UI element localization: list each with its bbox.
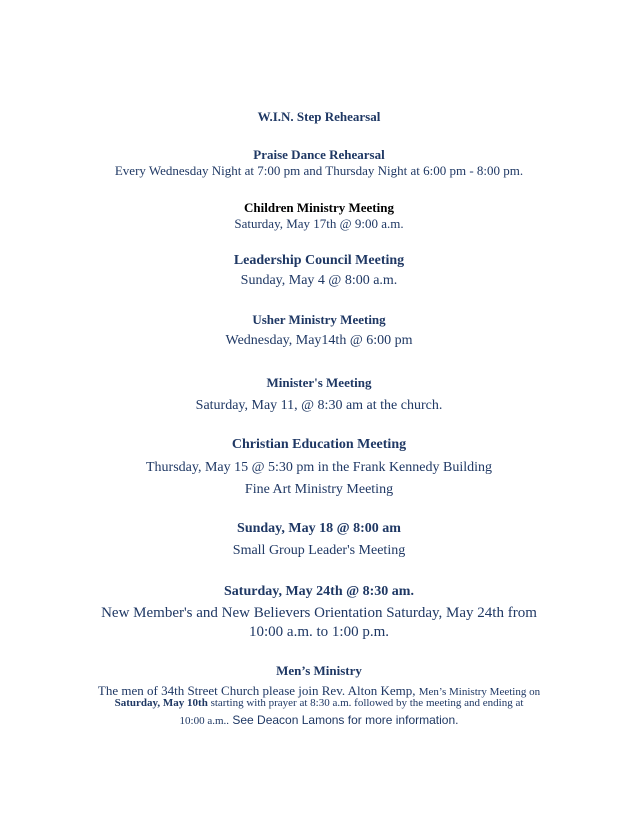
children-ministry-title: Children Ministry Meeting [244, 200, 394, 215]
christian-education-detail: Thursday, May 15 @ 5:30 pm in the Frank Kennedy Building [145, 460, 492, 475]
saturday-may-24-title: Saturday, May 24th @ 8:30 am. [224, 584, 414, 599]
mens-line2-schedule: starting with prayer at 8:30 a.m. followed by the meeting and ending at [207, 697, 524, 709]
praise-dance-detail: Every Wednesday Night at 7:00 pm and Thursday Night at 6:00 pm - 8:00 pm. [114, 163, 524, 178]
leadership-council-detail: Sunday, May 4 @ 8:00 a.m. [240, 273, 398, 288]
mens-line1-intro: The men of 34th Street Church please join Rev. Alton Kemp, [97, 683, 419, 698]
new-member-orientation-line2: 10:00 a.m. to 1:00 p.m. [249, 624, 389, 640]
new-member-orientation-line1: New Member's and New Believers Orientation Saturday, May 24th from [101, 605, 537, 621]
mens-ministry-title: Men’s Ministry [276, 663, 362, 678]
christian-education-title: Christian Education Meeting [231, 437, 407, 452]
praise-dance-title: Praise Dance Rehearsal [253, 147, 385, 162]
mens-line3-time: 10:00 a.m.. [179, 715, 230, 727]
mens-ministry-line3 [0, 711, 638, 729]
usher-ministry-detail: Wednesday, May14th @ 6:00 pm [225, 333, 413, 348]
sunday-may-18-title: Sunday, May 18 @ 8:00 am [237, 521, 401, 536]
ministers-meeting-title: Minister's Meeting [266, 375, 372, 390]
fine-art-ministry-detail: Fine Art Ministry Meeting [244, 482, 394, 497]
mens-line1-meeting: Men’s Ministry Meeting on [418, 686, 541, 698]
leadership-council-title: Leadership Council Meeting [233, 253, 405, 268]
usher-ministry-title: Usher Ministry Meeting [252, 312, 386, 327]
mens-line2-date: Saturday, May 10th [114, 697, 208, 709]
ministers-meeting-detail: Saturday, May 11, @ 8:30 am at the church. [195, 398, 443, 413]
mens-ministry-line2 [0, 697, 638, 709]
mens-line3-contact: See Deacon Lamons for more information. [229, 713, 459, 727]
small-group-leaders-detail: Small Group Leader's Meeting [232, 543, 406, 558]
children-ministry-detail: Saturday, May 17th @ 9:00 a.m. [234, 216, 404, 231]
win-step-title: W.I.N. Step Rehearsal [257, 109, 381, 124]
